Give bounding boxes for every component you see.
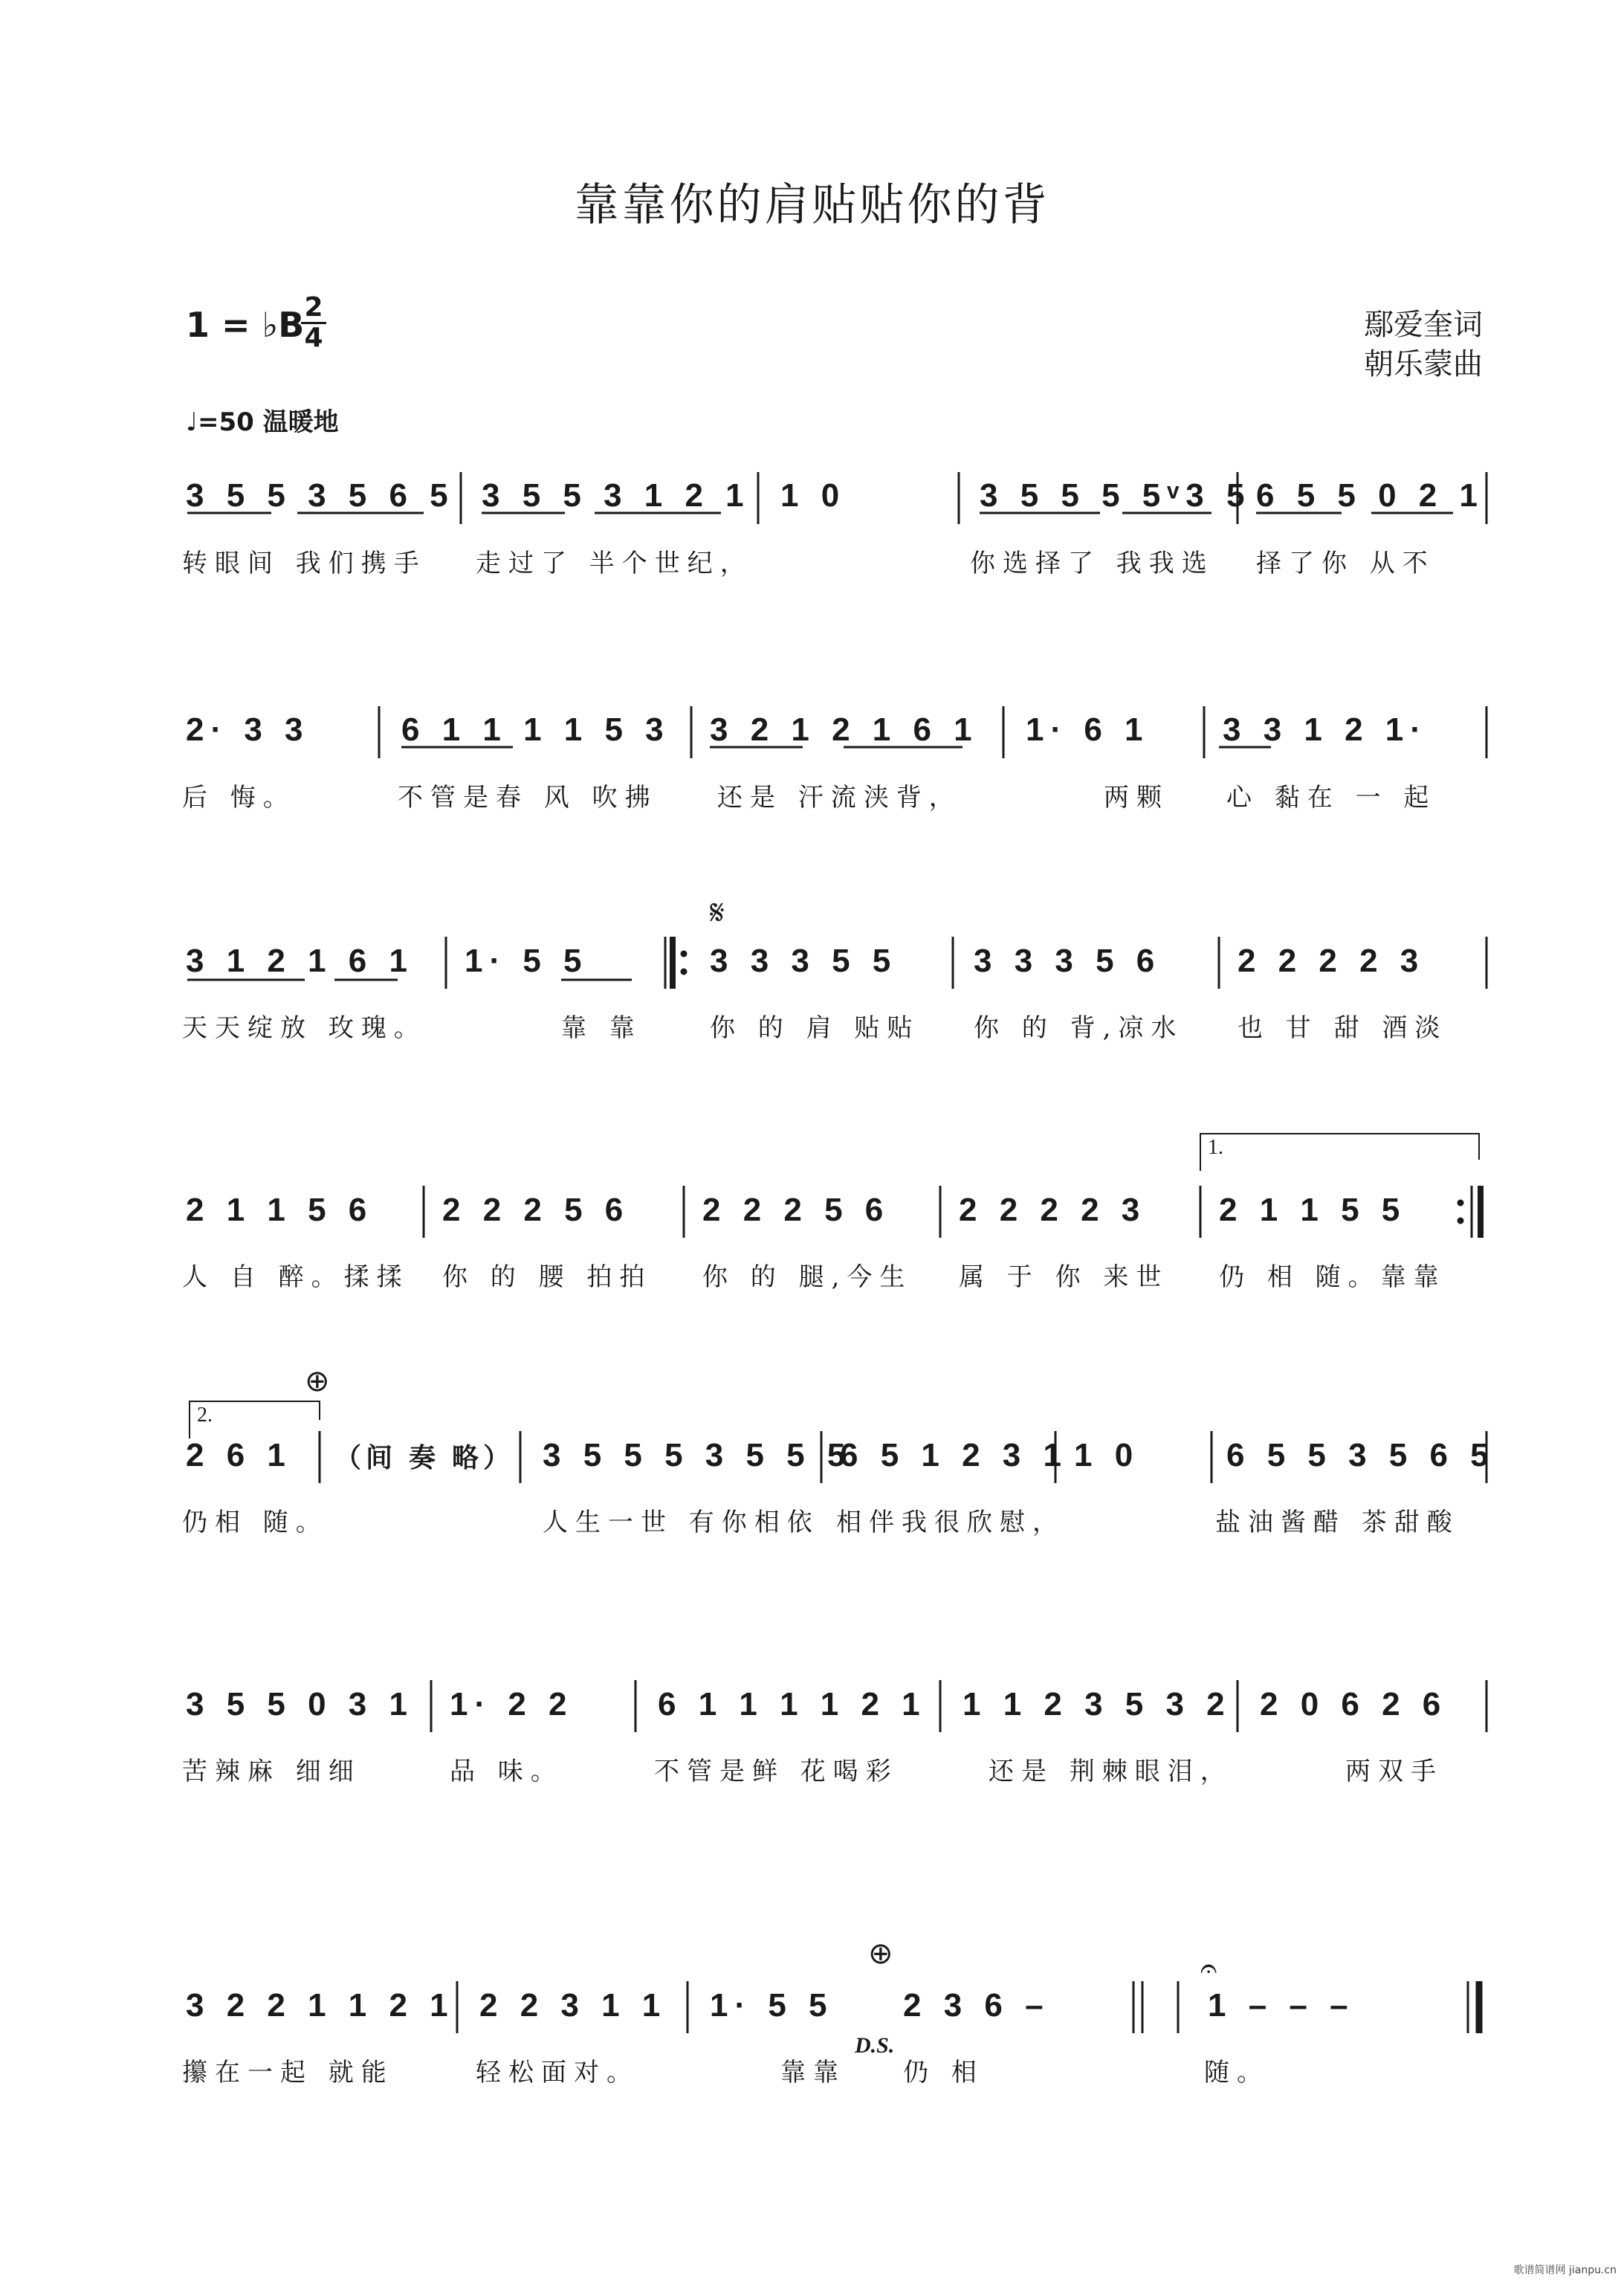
- row4-notes-m3: 2 2 2 5 6: [702, 1192, 890, 1228]
- ds-mark: D.S.: [855, 2033, 895, 2058]
- row6-lyrics-3: 不管是鲜 花喝彩: [654, 1757, 899, 1786]
- row2-notes-m5: 3 3 1 2 1·: [1223, 711, 1428, 748]
- row6-notes-m4: 1 1 2 3 5 3 2: [963, 1686, 1232, 1722]
- row1-notes-m5: 6 5 5 0 2 1: [1256, 477, 1484, 514]
- row4-notes-m5: 2 1 1 5 5: [1219, 1192, 1407, 1228]
- row5-lyrics-6: 盐油酱醋 茶甜酸: [1215, 1508, 1460, 1537]
- coda-mark-2: ⊕: [868, 1937, 893, 1971]
- fermata-mark: 𝄐: [1200, 1951, 1217, 1986]
- composer-credit: 朝乐蒙曲: [1364, 347, 1483, 381]
- row5-notes-m5: 6 5 5 3 5 6 5: [1226, 1437, 1495, 1473]
- repeat-start: [665, 937, 687, 989]
- row5-lyrics-1: 仍相 随。: [182, 1508, 329, 1537]
- row7-notes-m5: 1 – – –: [1208, 1987, 1355, 2024]
- tempo-marking: ♩=50 温暖地: [186, 407, 339, 437]
- row5-notes-m1: 2 6 1: [186, 1437, 292, 1473]
- row5-notes-m4: 1 0: [1074, 1437, 1140, 1473]
- row5-lyrics-3: 人生一世 有你相依: [543, 1508, 820, 1537]
- time-signature-bottom: 4: [304, 323, 323, 353]
- key-signature: 1 = ♭B: [186, 305, 305, 345]
- row5-notes-m2: 3 5 5 5 3 5 5 5: [543, 1437, 853, 1473]
- row3-notes-m3: 3 3 3 5 5: [710, 943, 898, 979]
- beam-lines: [187, 513, 1475, 1230]
- row7-notes-m2: 2 2 3 1 1: [479, 1987, 667, 2024]
- row2-lyrics-2: 不管是春 风 吹拂: [398, 783, 658, 813]
- row4-notes-m4: 2 2 2 2 3: [959, 1192, 1147, 1228]
- row3-notes-m1: 3 1 2 1 6 1: [186, 943, 414, 979]
- row1-lyrics-5: 择了你 从不: [1256, 549, 1435, 578]
- row7-notes-m3: 1· 5 5: [710, 1987, 834, 2024]
- row4-lyrics-1: 人 自 醉。揉揉: [182, 1262, 410, 1292]
- row4-lyrics-4: 属 于 你 来世: [959, 1262, 1169, 1292]
- row7-lyrics-1: 攥在一起 就能: [182, 2058, 394, 2087]
- page-title: 靠靠你的肩贴贴你的背: [574, 179, 1050, 231]
- barlines: [320, 472, 1486, 2033]
- row1-lyrics-2: 走过了 半个世纪，: [476, 549, 753, 578]
- row6-lyrics-1: 苦辣麻 细细: [182, 1757, 361, 1786]
- row7-lyrics-4: 仍 相: [903, 2058, 984, 2087]
- row6-notes-m1: 3 5 5 0 3 1: [186, 1686, 414, 1722]
- row2-lyrics-4: 两颗: [1104, 783, 1169, 813]
- row1-lyrics-4: 你选择了 我我选: [970, 549, 1214, 578]
- repeat-end: [1458, 1186, 1481, 1238]
- row2-notes-m4: 1· 6 1: [1026, 711, 1150, 748]
- time-signature-top: 2: [304, 292, 323, 323]
- row2-notes-m2: 6 1 1 1 1 5 3: [401, 711, 670, 748]
- row4-lyrics-2: 你 的 腰 拍拍: [442, 1262, 653, 1292]
- row6-notes-m3: 6 1 1 1 1 2 1: [658, 1686, 927, 1722]
- row3-lyrics-4: 你 的 背,凉水: [974, 1013, 1184, 1043]
- row7-lyrics-2: 轻松面对。: [476, 2058, 639, 2087]
- row4-lyrics-3: 你 的 腿,今生: [702, 1262, 913, 1292]
- row3-notes-m5: 2 2 2 2 3: [1238, 943, 1426, 979]
- lyricist-credit: 鄢爱奎词: [1364, 308, 1483, 342]
- row6-lyrics-2: 品 味。: [450, 1757, 563, 1786]
- row1-notes-m2: 3 5 5 3 1 2 1: [482, 477, 751, 514]
- row3-lyrics-1: 天天绽放 玫瑰。: [182, 1013, 427, 1043]
- row6-lyrics-5: 两双手: [1345, 1757, 1443, 1786]
- volta-2-label: 2.: [197, 1404, 213, 1427]
- row1-lyrics-1: 转眼间 我们携手: [182, 549, 427, 578]
- row3-lyrics-3: 你 的 肩 贴贴: [710, 1013, 920, 1043]
- row7-lyrics-3: 靠靠: [780, 2058, 846, 2087]
- row6-notes-m5: 2 0 6 2 6: [1260, 1686, 1448, 1722]
- row2-notes-m1: 2· 3 3: [186, 711, 310, 748]
- row1-notes-m4: 3 5 5 5 5ᵛ3 5: [980, 477, 1252, 514]
- row6-lyrics-4: 还是 荆棘眼泪，: [989, 1757, 1233, 1786]
- row4-notes-m1: 2 1 1 5 6: [186, 1192, 374, 1228]
- row5-notes-m3: 6 5 1 2 3 1: [840, 1437, 1068, 1473]
- coda-mark-1: ⊕: [305, 1364, 330, 1398]
- row3-notes-m4: 3 3 3 5 6: [974, 943, 1162, 979]
- row4-lyrics-5: 仍 相 随。靠靠: [1219, 1262, 1446, 1292]
- row3-lyrics-2: 靠 靠: [561, 1013, 642, 1043]
- row7-notes-m1: 3 2 2 1 1 2 1: [186, 1987, 455, 2024]
- segno-mark: 𝄋: [710, 892, 725, 932]
- site-watermark: 歌谱简谱网 jianpu.cn: [1513, 2264, 1617, 2276]
- row7-notes-m4: 2 3 6 –: [903, 1987, 1050, 2024]
- volta-1-label: 1.: [1208, 1136, 1223, 1159]
- row2-lyrics-1: 后 悔。: [182, 783, 296, 813]
- row3-notes-m2: 1· 5 5: [465, 943, 589, 979]
- row2-notes-m3: 3 2 1 2 1 6 1: [710, 711, 979, 748]
- row5-interlude: （间 奏 略）: [334, 1442, 515, 1473]
- row2-lyrics-5: 心 黏在 一 起: [1226, 783, 1437, 813]
- row4-notes-m2: 2 2 2 5 6: [442, 1192, 630, 1228]
- row1-notes-m3: 1 0: [780, 477, 847, 514]
- row3-lyrics-5: 也 甘 甜 酒淡: [1238, 1013, 1448, 1043]
- row5-lyrics-4: 相伴我很欣慰，: [836, 1508, 1065, 1537]
- row6-notes-m2: 1· 2 2: [450, 1686, 574, 1722]
- row2-lyrics-3: 还是 汗流浃背，: [717, 783, 962, 813]
- row1-notes-m1: 3 5 5 3 5 6 5: [186, 477, 455, 514]
- row7-lyrics-5: 随。: [1204, 2058, 1269, 2087]
